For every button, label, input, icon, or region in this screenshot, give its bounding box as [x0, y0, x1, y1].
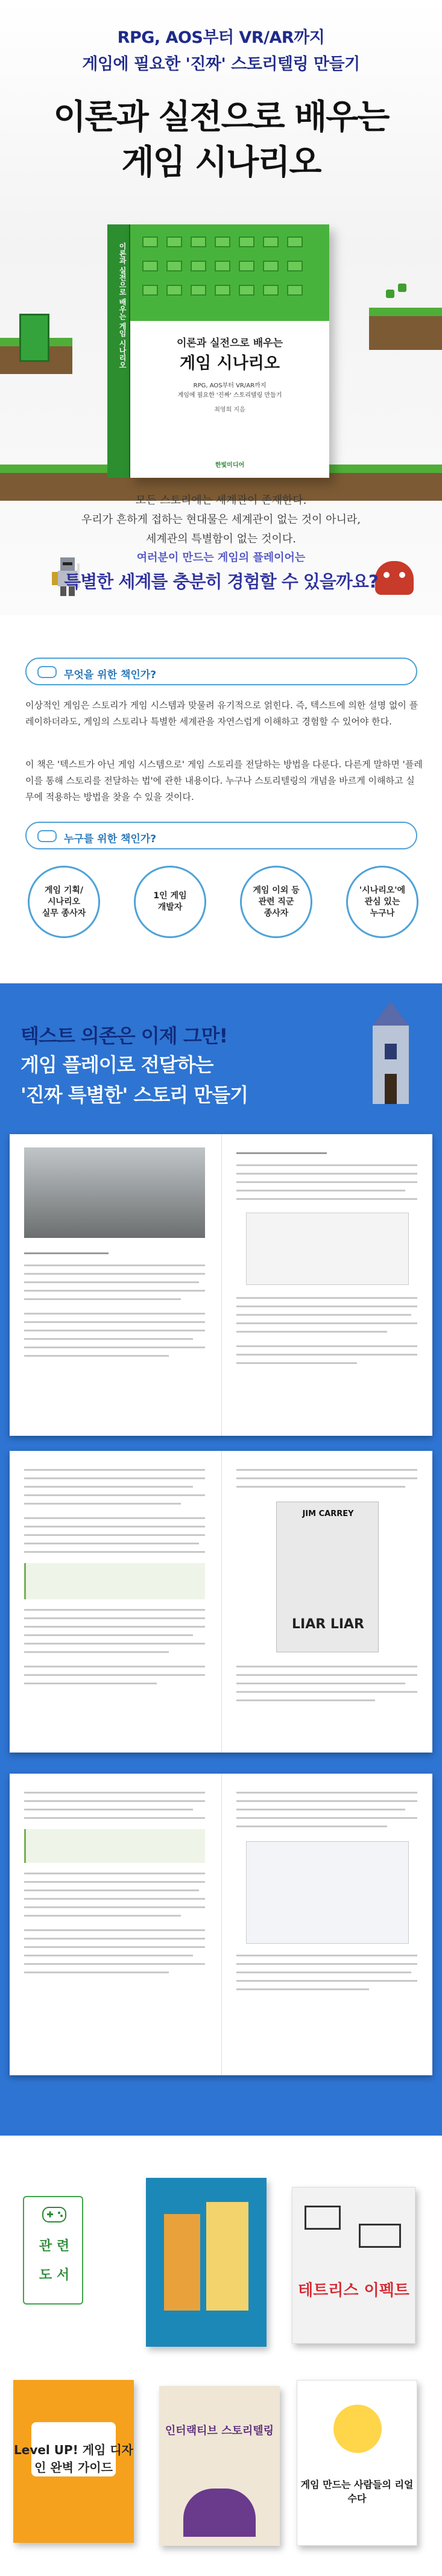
sample-diagram: [246, 1841, 409, 1944]
audience-item: '시나리오'에 관심 있는 누구나: [346, 866, 418, 938]
platform-right: [369, 308, 442, 350]
book-grid-art: [130, 224, 329, 321]
book-title-small: 이론과 실전으로 배우는: [176, 337, 283, 349]
audience-item: 게임 기획/ 시나리오 실무 종사자: [28, 866, 100, 938]
movie-poster-image: JIM CARREY LIAR LIAR: [276, 1502, 379, 1652]
related-book-cover[interactable]: [146, 2178, 267, 2347]
sample-title-3: '진짜 특별한' 스토리 만들기: [21, 1083, 248, 1106]
quote-line-2: 우리가 흔하게 접하는 현대물은 세계관이 없는 것이 아니라,: [81, 513, 361, 526]
audience-item: 1인 게임 개발자: [134, 866, 206, 938]
book-title-big: 게임 시나리오: [180, 354, 280, 373]
related-book-cover[interactable]: 게임 만드는 사람들의 리얼 수다: [297, 2380, 417, 2546]
book-cover-image: [107, 224, 329, 478]
highlight-line-1: 여러분이 만드는 게임의 플레이어는: [136, 551, 306, 564]
sample-page: [10, 1451, 221, 1753]
book-author: 최영희 지음: [214, 407, 245, 413]
sample-page: [221, 1774, 432, 2075]
sample-title-2: 게임 플레이로 전달하는: [21, 1053, 213, 1076]
sample-image: [24, 1147, 205, 1238]
gamepad-icon: [37, 830, 57, 842]
bush-icon: [386, 290, 394, 298]
related-book-cover[interactable]: 인터랙티브 스토리텔링: [159, 2386, 280, 2546]
audience-item: 게임 이외 등 관련 직군 종사자: [240, 866, 312, 938]
sample-page: [221, 1451, 432, 1753]
sample-title-1: 텍스트 의존은 이제 그만!: [21, 1024, 228, 1047]
sample-callout: [24, 1563, 205, 1599]
book-front: [130, 224, 329, 478]
book-subtitle-1: RPG, AOS부터 VR/AR까지: [193, 382, 267, 389]
book-subtitle-2: 게임에 필요한 '진짜' 스토리텔링 만들기: [177, 392, 282, 399]
highlight-line-2: 특별한 세계를 충분히 경험할 수 있을까요?: [64, 571, 378, 592]
gamepad-icon: [37, 666, 57, 678]
hero-subtitle-2: 게임에 필요한 '진짜' 스토리텔링 만들기: [82, 55, 360, 74]
what-paragraph-1: 이상적인 게임은 스토리가 게임 시스템과 맞물려 유기적으로 얽힌다. 즉, 텍스트에 의한 설명 없이 플레이하더라도, 게임의 스토리나 특별한 세계관을 자연스럽게 이해하고 경험할 수 있어야 한다.: [25, 700, 418, 727]
related-books-label: 관 련 도 서: [23, 2196, 83, 2305]
sample-page: [10, 1774, 221, 2075]
what-paragraph-2: 이 책은 '텍스트가 아닌 게임 시스템으로' 게임 스토리를 전달하는 방법을 다룬다. 다른게 말하면 '플레이를 통해 스토리를 전달하는 법'에 관한 내용이다. 누구나 스토리텔링의 개념을 바르게 이해하고 실무에 적용하는 방법을 찾을 수 있을 것이다.: [25, 759, 423, 802]
bush-icon: [398, 284, 406, 292]
book-spine: 이론과 실전으로 배우는 게임 시나리오: [107, 224, 130, 478]
gamepad-icon: [42, 2207, 66, 2222]
what-heading: 무엇을 위한 책인가?: [25, 658, 417, 685]
sample-callout: [24, 1829, 205, 1863]
related-book-cover[interactable]: Level UP! 게임 디자인 완벽 가이드: [13, 2380, 134, 2543]
sample-page-spread: [10, 1774, 432, 2075]
hero-title-1: 이론과 실전으로 배우는: [53, 98, 389, 137]
book-publisher: 한빛미디어: [215, 462, 245, 469]
quote-line-3: 세계관의 특별함이 없는 것이다.: [146, 533, 296, 545]
hero-subtitle-1: RPG, AOS부터 VR/AR까지: [117, 28, 325, 47]
quote-line-1: 모든 스토리에는 세계관이 존재한다.: [135, 494, 307, 507]
castle-icon: [355, 1001, 427, 1104]
hero-title-2: 게임 시나리오: [121, 143, 321, 182]
related-book-cover[interactable]: 테트리스 이펙트: [292, 2187, 415, 2344]
sample-page: [221, 1134, 432, 1436]
sample-diagram: [246, 1213, 409, 1285]
sample-page-spread: [10, 1134, 432, 1436]
sample-page-spread: [10, 1451, 432, 1753]
who-heading: 누구를 위한 책인가?: [25, 822, 417, 849]
sample-page: [10, 1134, 221, 1436]
pipe-icon: [19, 314, 49, 362]
